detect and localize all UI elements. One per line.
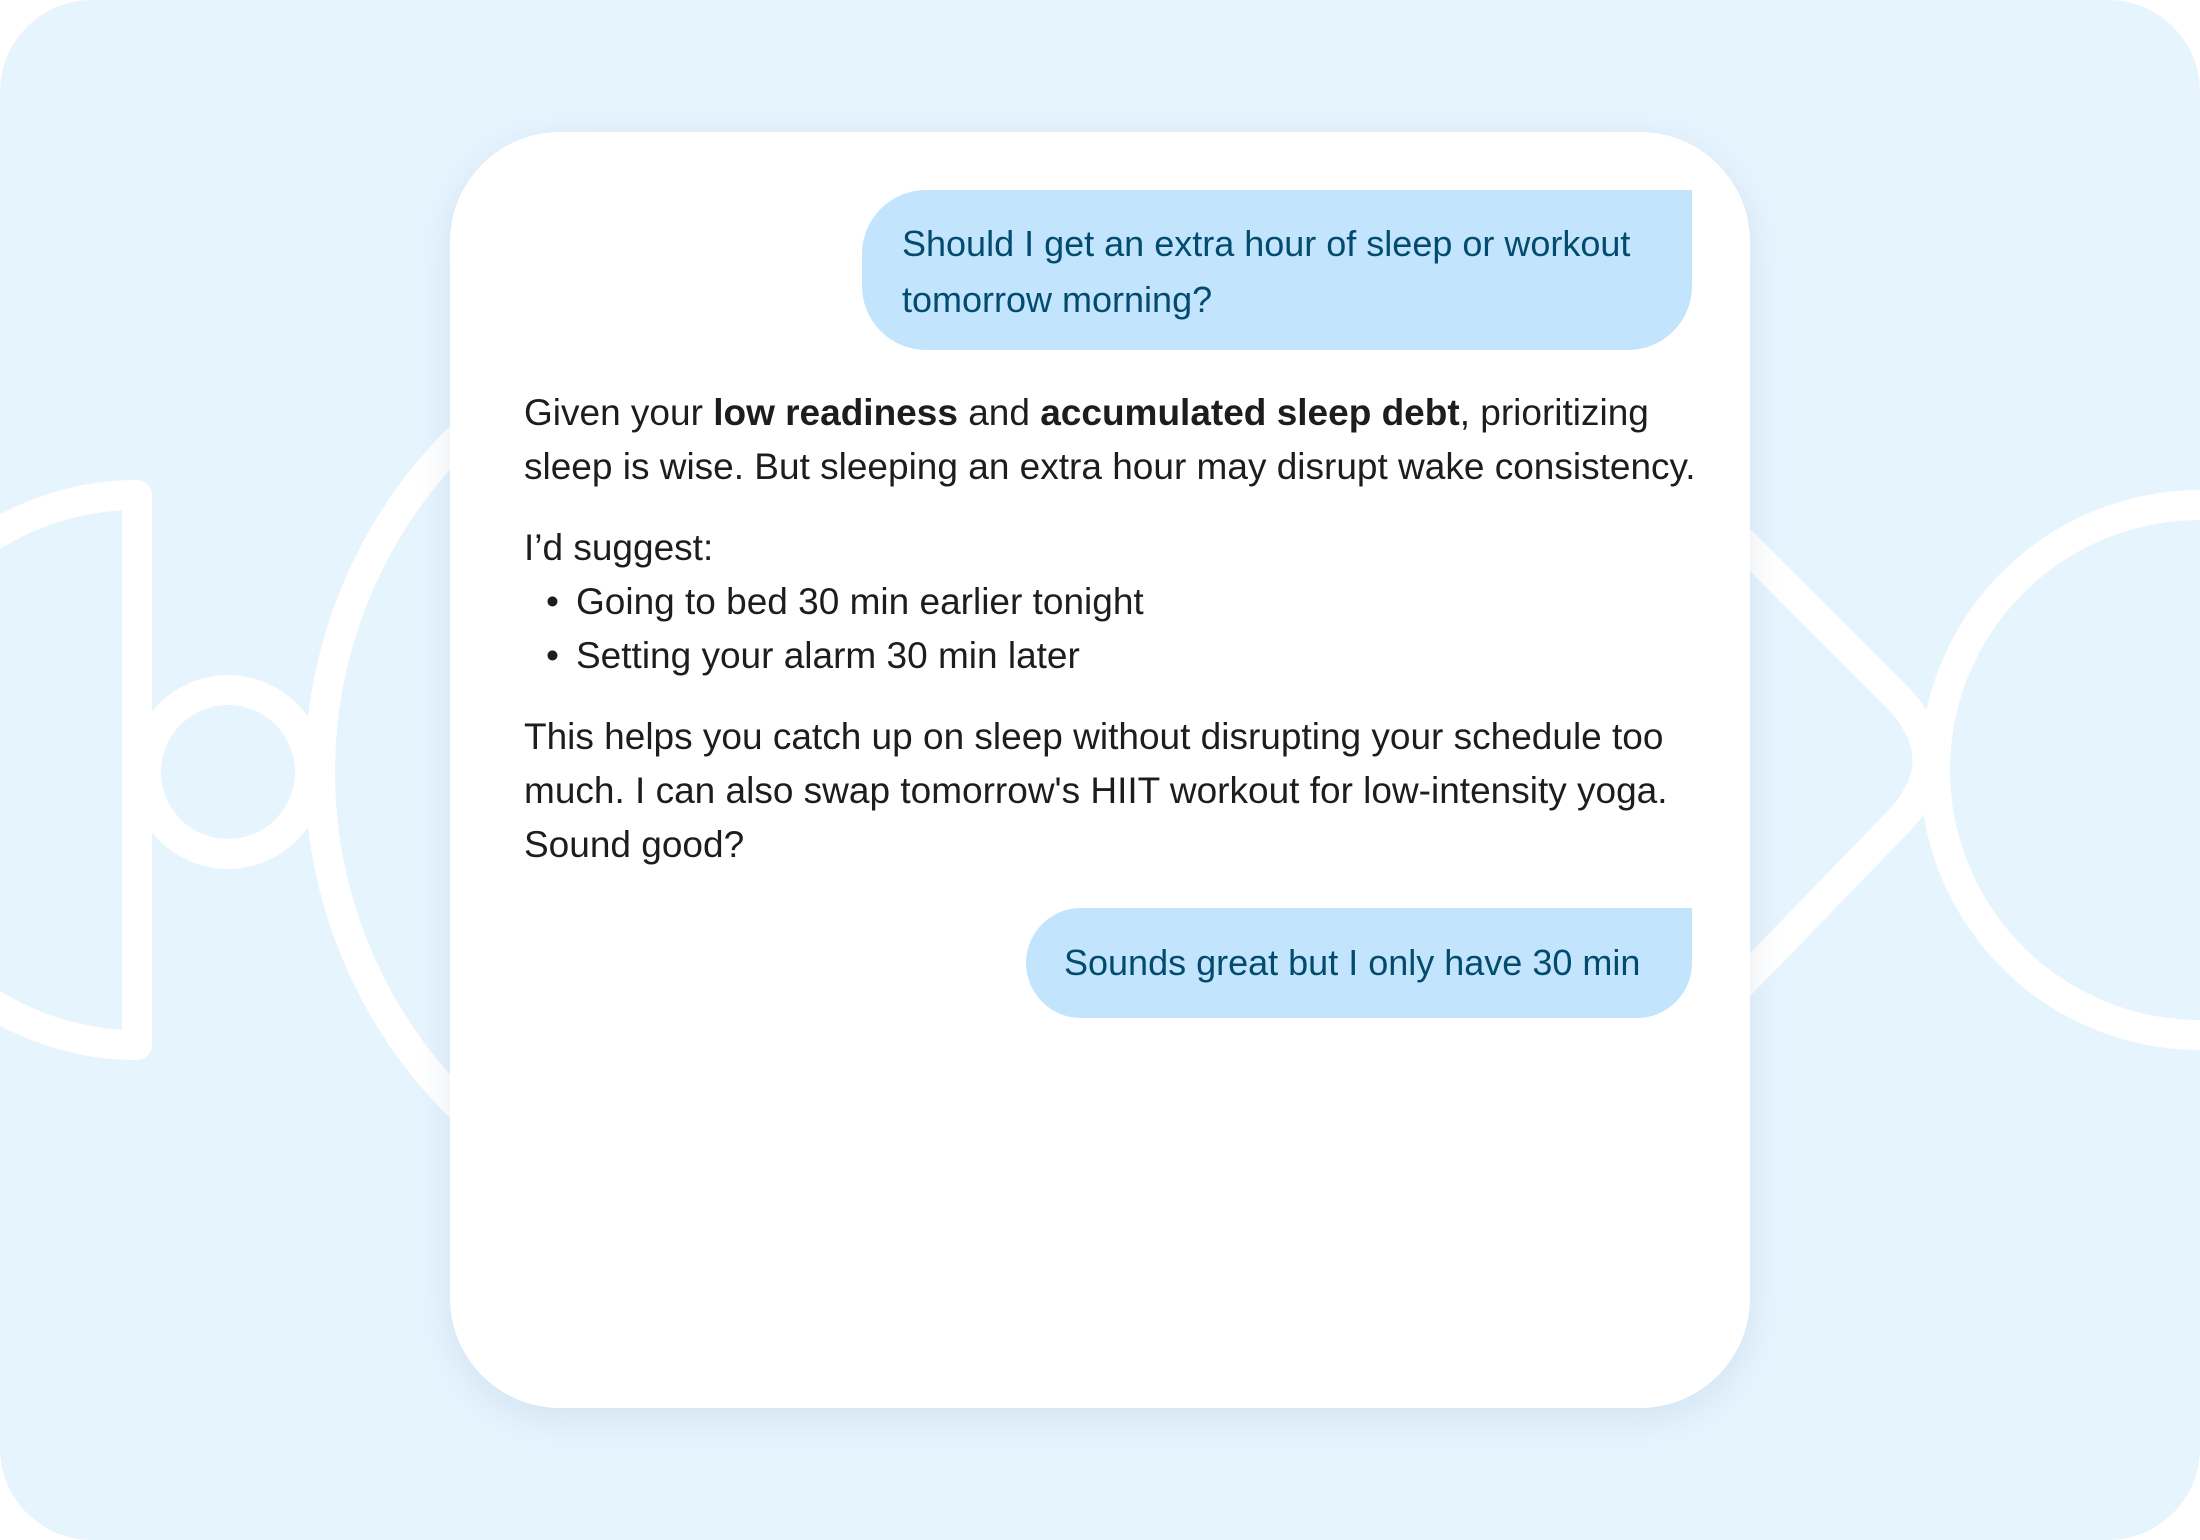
- suggest-intro: I’d suggest:: [524, 527, 714, 568]
- decor-diamond-right: [1740, 540, 1928, 985]
- user-message-bubble: [1026, 908, 1692, 1018]
- assistant-paragraph: [524, 386, 1704, 494]
- assistant-message: [524, 386, 1704, 872]
- chat-card: [450, 132, 1750, 1408]
- assistant-bold-text: accumulated sleep debt: [1040, 392, 1460, 433]
- assistant-text: and: [957, 392, 1041, 433]
- user-message-text: Sounds great but I only have 30 min: [1064, 942, 1641, 983]
- assistant-text: Given your: [524, 392, 714, 433]
- suggestion-list: [524, 575, 1704, 683]
- assistant-bold-text: low readiness: [713, 392, 958, 433]
- decor-small-ring: [146, 690, 310, 854]
- decor-half-circle-left: [0, 495, 137, 1045]
- list-item: [524, 575, 1704, 629]
- user-message-text: Should I get an extra hour of sleep or workout tomorrow morning?: [902, 223, 1631, 320]
- list-item: [524, 629, 1704, 683]
- user-message-bubble: [862, 190, 1692, 350]
- assistant-text: , prioritizing sleep is wise. But sleeping an extra hour may disrupt wake consistency.: [524, 392, 1696, 487]
- decor-large-circle-right: [1935, 505, 2200, 1035]
- assistant-paragraph: This helps you catch up on sleep without disrupting your schedule too much. I can also swap tomorrow's HIIT workout for low-intensity yoga. Sound good?: [524, 716, 1668, 865]
- list-item-text: Going to bed 30 min earlier tonight: [576, 581, 1144, 622]
- bullet-glyph: •: [546, 635, 559, 676]
- bullet-glyph: •: [546, 581, 559, 622]
- list-item-text: Setting your alarm 30 min later: [576, 635, 1080, 676]
